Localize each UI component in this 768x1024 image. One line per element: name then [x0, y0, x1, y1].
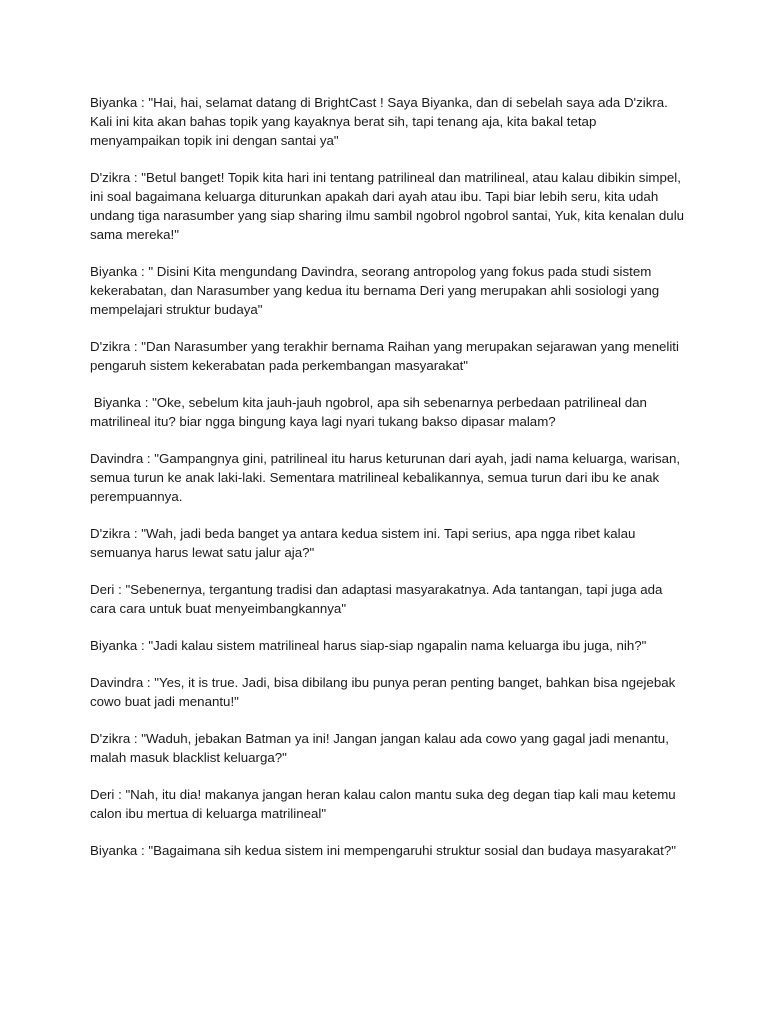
dialogue-script [90, 93, 690, 878]
dialogue-paragraph: Biyanka : "Bagaimana sih kedua sistem ini mempengaruhi struktur sosial dan budaya masyarakat?" [90, 843, 676, 858]
dialogue-paragraph: Davindra : "Yes, it is true. Jadi, bisa dibilang ibu punya peran penting banget, bahkan bisa ngejebak cowo buat jadi menantu!" [90, 675, 679, 709]
dialogue-paragraph: Biyanka : "Hai, hai, selamat datang di BrightCast ! Saya Biyanka, dan di sebelah saya ada D'zikra. Kali ini kita akan bahas topik yang kayaknya berat sih, tapi tenang aja, kita bakal tetap menyampaikan topik ini dengan santai ya" [90, 95, 672, 148]
dialogue-paragraph: Biyanka : " Disini Kita mengundang Davindra, seorang antropolog yang fokus pada studi sistem kekerabatan, dan Narasumber yang kedua itu bernama Deri yang merupakan ahli sosiologi yang mempelajari struktur budaya" [90, 264, 663, 317]
dialogue-paragraph: D'zikra : "Waduh, jebakan Batman ya ini! Jangan jangan kalau ada cowo yang gagal jadi menantu, malah masuk blacklist keluarga?" [90, 731, 673, 765]
dialogue-paragraph: Davindra : "Gampangnya gini, patrilineal itu harus keturunan dari ayah, jadi nama keluarga, warisan, semua turun ke anak laki-laki. Sementara matrilineal kebalikannya, semua turun dari ibu ke anak perempuannya. [90, 451, 684, 504]
dialogue-paragraph: Biyanka : "Jadi kalau sistem matrilineal harus siap-siap ngapalin nama keluarga ibu juga, nih?" [90, 638, 647, 653]
dialogue-paragraph: Biyanka : "Oke, sebelum kita jauh-jauh ngobrol, apa sih sebenarnya perbedaan patrilineal dan matrilineal itu? biar ngga bingung kaya lagi nyari tukang bakso dipasar malam? [90, 395, 651, 429]
dialogue-paragraph: Deri : "Sebenernya, tergantung tradisi dan adaptasi masyarakatnya. Ada tantangan, tapi juga ada cara cara untuk buat menyeimbangkannya" [90, 582, 667, 616]
dialogue-paragraph: D'zikra : "Dan Narasumber yang terakhir bernama Raihan yang merupakan sejarawan yang meneliti pengaruh sistem kekerabatan pada perkembangan masyarakat" [90, 339, 683, 373]
dialogue-paragraph: Deri : "Nah, itu dia! makanya jangan heran kalau calon mantu suka deg degan tiap kali mau ketemu calon ibu mertua di keluarga matrilineal" [90, 787, 680, 821]
dialogue-paragraph: D'zikra : "Betul banget! Topik kita hari ini tentang patrilineal dan matrilineal, atau kalau dibikin simpel, ini soal bagaimana keluarga diturunkan apakah dari ayah atau ibu. Tapi biar lebih seru, kita udah undang tiga narasumber yang siap sharing ilmu sambil ngobrol ngobrol santai, Yuk, kita kenalan dulu sama mereka!" [90, 170, 688, 242]
dialogue-paragraph: D'zikra : "Wah, jadi beda banget ya antara kedua sistem ini. Tapi serius, apa ngga ribet kalau semuanya harus lewat satu jalur aja?" [90, 526, 640, 560]
